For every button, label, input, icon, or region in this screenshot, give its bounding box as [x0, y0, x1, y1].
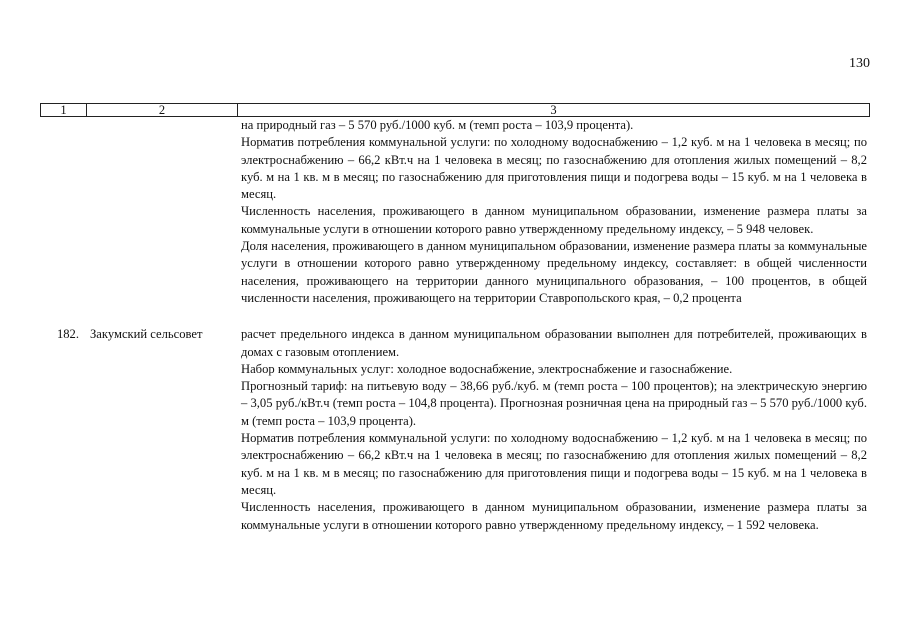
row-description — [237, 326, 870, 534]
header-col-2: 2 — [87, 104, 238, 116]
row-number: 182. — [56, 327, 79, 342]
municipality-name: Закумский сельсовет — [90, 327, 203, 342]
row-spacer — [40, 307, 870, 326]
paragraph: Численность населения, проживающего в данном муниципальном образовании, изменение размера платы за коммунальные услуги в отношении которого равно утвержденному предельному индексу, – 1 592 человека. — [241, 500, 867, 532]
table-row-continued — [40, 117, 870, 307]
paragraph: расчет предельного индекса в данном муниципальном образовании выполнен для потребителей, проживающих в домах с газовым отоплением. — [241, 327, 867, 359]
page-number: 130 — [849, 56, 870, 71]
table-header-row — [40, 103, 870, 117]
header-col-1: 1 — [41, 104, 87, 116]
row-description — [237, 117, 870, 307]
header-col-3: 3 — [550, 103, 557, 117]
paragraph: Прогнозный тариф: на питьевую воду – 38,66 руб./куб. м (темп роста – 100 процентов); на электрическую энергию – 3,05 руб./кВт.ч (темп роста – 104,8 процента). Прогнозная розничная цена на природный газ – 5 570 руб./1000 куб. м (темп роста – 103,9 процента). — [241, 379, 867, 428]
paragraph: Доля населения, проживающего в данном муниципальном образовании, изменение размера платы за коммунальные услуги в отношении которого равно утвержденному предельному индексу, составляет: в общей численности населения, проживающего на территории данного муниципального образования, – 100 процентов, в общей численности населения, проживающего на территории Ставропольского края, – 0,2 процента — [241, 239, 867, 305]
paragraph: Норматив потребления коммунальной услуги: по холодному водоснабжению – 1,2 куб. м на 1 человека в месяц; по электроснабжению – 66,2 кВт.ч на 1 человека в месяц; по газоснабжению для отопления жилых помещений – 8,2 куб. м на 1 кв. м в месяц; по газоснабжению для приготовления пищи и подогрева воды – 15 куб. м на 1 человека в месяц. — [241, 431, 867, 497]
paragraph: на природный газ – 5 570 руб./1000 куб. м (темп роста – 103,9 процента). — [241, 118, 634, 132]
table-body — [40, 117, 870, 534]
row-number-empty — [40, 117, 86, 307]
row-name-empty — [86, 117, 237, 307]
paragraph: Норматив потребления коммунальной услуги: по холодному водоснабжению – 1,2 куб. м на 1 человека в месяц; по электроснабжению – 66,2 кВт.ч на 1 человека в месяц; по газоснабжению для отопления жилых помещений – 8,2 куб. м на 1 кв. м в месяц; по газоснабжению для приготовления пищи и подогрева воды – 15 куб. м на 1 человека в месяц. — [241, 135, 867, 202]
paragraph: Набор коммунальных услуг: холодное водоснабжение, электроснабжение и газоснабжение. — [241, 361, 733, 376]
paragraph: Численность населения, проживающего в данном муниципальном образовании, изменение размера платы за коммунальные услуги в отношении которого равно утвержденному предельному индексу, – 5 948 человек. — [241, 204, 867, 236]
table-row-182 — [40, 326, 870, 534]
